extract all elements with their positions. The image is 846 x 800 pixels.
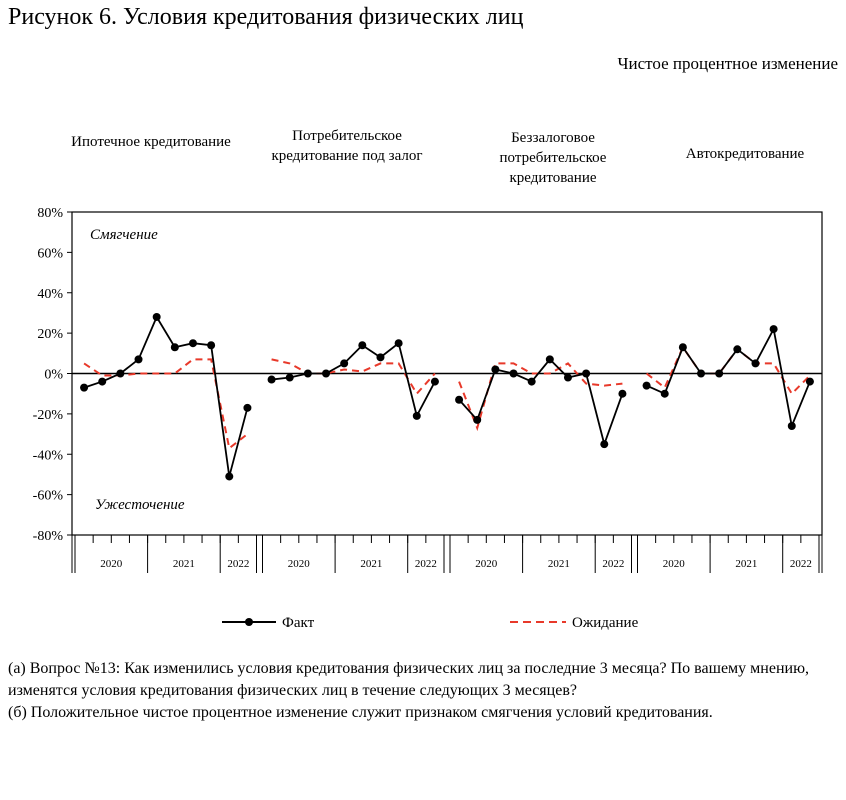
series-fact-point <box>80 384 88 392</box>
series-fact-line <box>272 343 435 416</box>
series-fact-point <box>528 378 536 386</box>
year-tick-label: 2022 <box>414 558 437 570</box>
series-fact-point <box>697 370 705 378</box>
series-fact-point <box>751 359 759 367</box>
legend-fact-label: Факт <box>282 615 315 631</box>
series-fact-point <box>473 416 481 424</box>
y-tick-label: -80% <box>32 529 63 544</box>
series-fact-point <box>546 355 554 363</box>
year-tick-label: 2021 <box>547 558 570 570</box>
series-fact-point <box>643 382 651 390</box>
y-tick-label: 0% <box>44 367 63 383</box>
series-fact-point <box>510 370 518 378</box>
footnote-a: (а) Вопрос №13: Как изменились условия кредитования физических лиц за последние 3 месяца? По вашему мнению, изменятся условия кредитования физических лиц в течение следующих 3 месяцев? <box>8 660 810 699</box>
series-fact-point <box>770 325 778 333</box>
footnote-b: (б) Положительное чистое процентное изменение служит признаком смягчения условий кредитования. <box>8 704 713 721</box>
series-fact-point <box>431 378 439 386</box>
panel-title-unsecured-consumer: Беззалоговое потребительское кредитование <box>499 130 607 186</box>
year-tick-label: 2020 <box>475 558 498 570</box>
y-tick-label: 40% <box>37 286 63 302</box>
year-tick-label: 2021 <box>172 558 195 570</box>
year-tick-label: 2020 <box>287 558 310 570</box>
y-tick-label: 80% <box>37 206 63 221</box>
series-fact-point <box>116 370 124 378</box>
series-fact-point <box>98 378 106 386</box>
series-fact-point <box>806 378 814 386</box>
series-fact-point <box>243 404 251 412</box>
y-tick-label: 60% <box>37 246 63 262</box>
axes-layer <box>33 206 822 573</box>
legend-fact-marker <box>245 618 253 626</box>
year-tick-label: 2022 <box>789 558 812 570</box>
y-tick-label: 20% <box>37 327 63 343</box>
series-fact-point <box>564 374 572 382</box>
year-tick-label: 2020 <box>662 558 685 570</box>
y-tick-label: -60% <box>32 488 63 504</box>
year-tick-label: 2021 <box>360 558 383 570</box>
series-fact-point <box>395 339 403 347</box>
series-fact-point <box>189 339 197 347</box>
series-fact-point <box>225 472 233 480</box>
series-fact-point <box>733 345 741 353</box>
series-fact-point <box>153 313 161 321</box>
series-fact-point <box>135 355 143 363</box>
chart-subtitle: Чистое процентное изменение <box>617 54 838 73</box>
series-fact-line <box>647 329 810 426</box>
series-layer <box>80 313 814 480</box>
series-fact-point <box>413 412 421 420</box>
year-tick-label: 2022 <box>602 558 625 570</box>
series-fact-point <box>455 396 463 404</box>
panel-title-secured-consumer: Потребительское кредитование под залог <box>271 128 423 164</box>
footnotes <box>8 658 828 724</box>
panel-title-auto: Автокредитование <box>685 146 805 162</box>
series-fact-line <box>84 317 247 476</box>
year-tick-label: 2021 <box>735 558 758 570</box>
series-expect-line <box>647 347 810 393</box>
region-label-easing: Смягчение <box>90 227 158 243</box>
series-fact-point <box>322 370 330 378</box>
series-fact-point <box>304 370 312 378</box>
year-tick-label: 2020 <box>100 558 123 570</box>
series-fact-point <box>661 390 669 398</box>
y-tick-label: -20% <box>32 407 63 423</box>
series-fact-point <box>376 353 384 361</box>
series-fact-point <box>582 370 590 378</box>
series-fact-point <box>286 374 294 382</box>
series-fact-point <box>358 341 366 349</box>
figure-title: Рисунок 6. Условия кредитования физических лиц <box>8 4 524 30</box>
series-fact-point <box>679 343 687 351</box>
series-fact-point <box>491 365 499 373</box>
series-fact-point <box>618 390 626 398</box>
series-fact-point <box>207 341 215 349</box>
series-fact-point <box>788 422 796 430</box>
panel-title-mortgage: Ипотечное кредитование <box>71 134 231 150</box>
series-fact-point <box>715 370 723 378</box>
series-fact-line <box>459 359 622 444</box>
legend <box>222 615 639 631</box>
series-fact-point <box>268 376 276 384</box>
y-tick-label: -40% <box>32 448 63 464</box>
series-fact-point <box>340 359 348 367</box>
series-fact-point <box>171 343 179 351</box>
region-label-tightening: Ужесточение <box>95 497 185 513</box>
year-tick-label: 2022 <box>227 558 250 570</box>
legend-expect-label: Ожидание <box>572 615 639 631</box>
series-fact-point <box>600 440 608 448</box>
